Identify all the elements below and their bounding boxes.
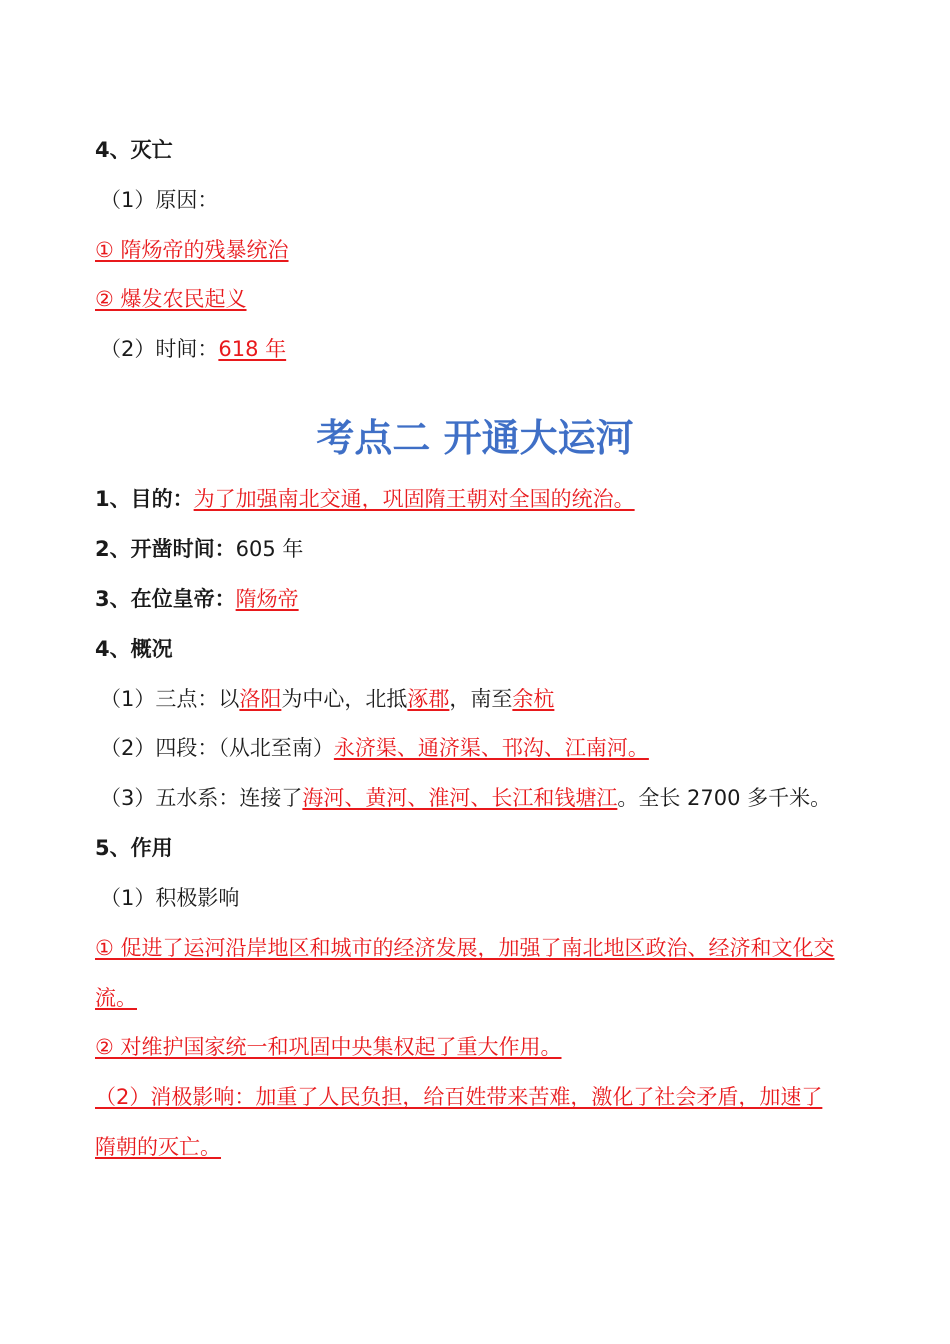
negative-line-2: 隋朝的灭亡。: [95, 1135, 221, 1159]
emperor-value: 隋炀帝: [235, 587, 299, 611]
topic-title: 考点二 开通大运河: [316, 416, 634, 460]
positive-item-2: ② 对维护国家统一和巩固中央集权起了重大作用。: [95, 1035, 562, 1059]
cause-label: （1）原因：: [100, 188, 219, 212]
four-sections-line: [100, 733, 649, 763]
four-sections-value: 永济渠、通济渠、邗沟、江南河。: [333, 736, 649, 760]
time-label: （2）时间：: [100, 337, 219, 361]
dig-time-line: [95, 534, 303, 564]
negative-line-1: （2）消极影响：加重了人民负担，给百姓带来苦难，激化了社会矛盾，加速了: [95, 1085, 823, 1109]
time-value: 618 年: [218, 337, 287, 361]
cause-item-1: ① 隋炀帝的残暴统治: [95, 238, 289, 262]
three-points-mid1: 为中心，北抵: [281, 687, 408, 711]
positive-item-1-line-2: 流。: [95, 986, 137, 1010]
dig-time-label: 2、开凿时间：: [95, 537, 236, 561]
emperor-line: [95, 584, 299, 614]
positive-item-1-line-1: ① 促进了运河沿岸地区和城市的经济发展，加强了南北地区政治、经济和文化交: [95, 936, 835, 960]
time-line: [100, 334, 286, 364]
effect-heading: 5、作用: [95, 836, 173, 860]
emperor-label: 3、在位皇帝：: [95, 587, 236, 611]
center-city: 洛阳: [239, 687, 282, 711]
purpose-value: 为了加强南北交通，巩固隋王朝对全国的统治。: [193, 487, 635, 511]
five-rivers-prefix: （3）五水系：连接了: [100, 786, 303, 810]
overview-heading: 4、概况: [95, 637, 173, 661]
positive-label: （1）积极影响: [100, 886, 240, 910]
dig-time-value: 605 年: [235, 537, 304, 561]
three-points-prefix: （1）三点：以: [100, 687, 240, 711]
purpose-line: [95, 484, 635, 514]
five-rivers-value: 海河、黄河、淮河、长江和钱塘江: [302, 786, 618, 810]
cause-item-2: ② 爆发农民起义: [95, 287, 247, 311]
five-rivers-suffix: 。全长 2700 多千米。: [617, 786, 832, 810]
purpose-label: 1、目的：: [95, 487, 194, 511]
three-points-line: [100, 684, 554, 714]
south-city: 余杭: [512, 687, 555, 711]
three-points-mid2: ，南至: [449, 687, 513, 711]
north-city: 涿郡: [407, 687, 450, 711]
section-heading-destruction: 4、灭亡: [95, 138, 173, 162]
five-rivers-line: [100, 783, 831, 813]
four-sections-prefix: （2）四段：（从北至南）: [100, 736, 334, 760]
